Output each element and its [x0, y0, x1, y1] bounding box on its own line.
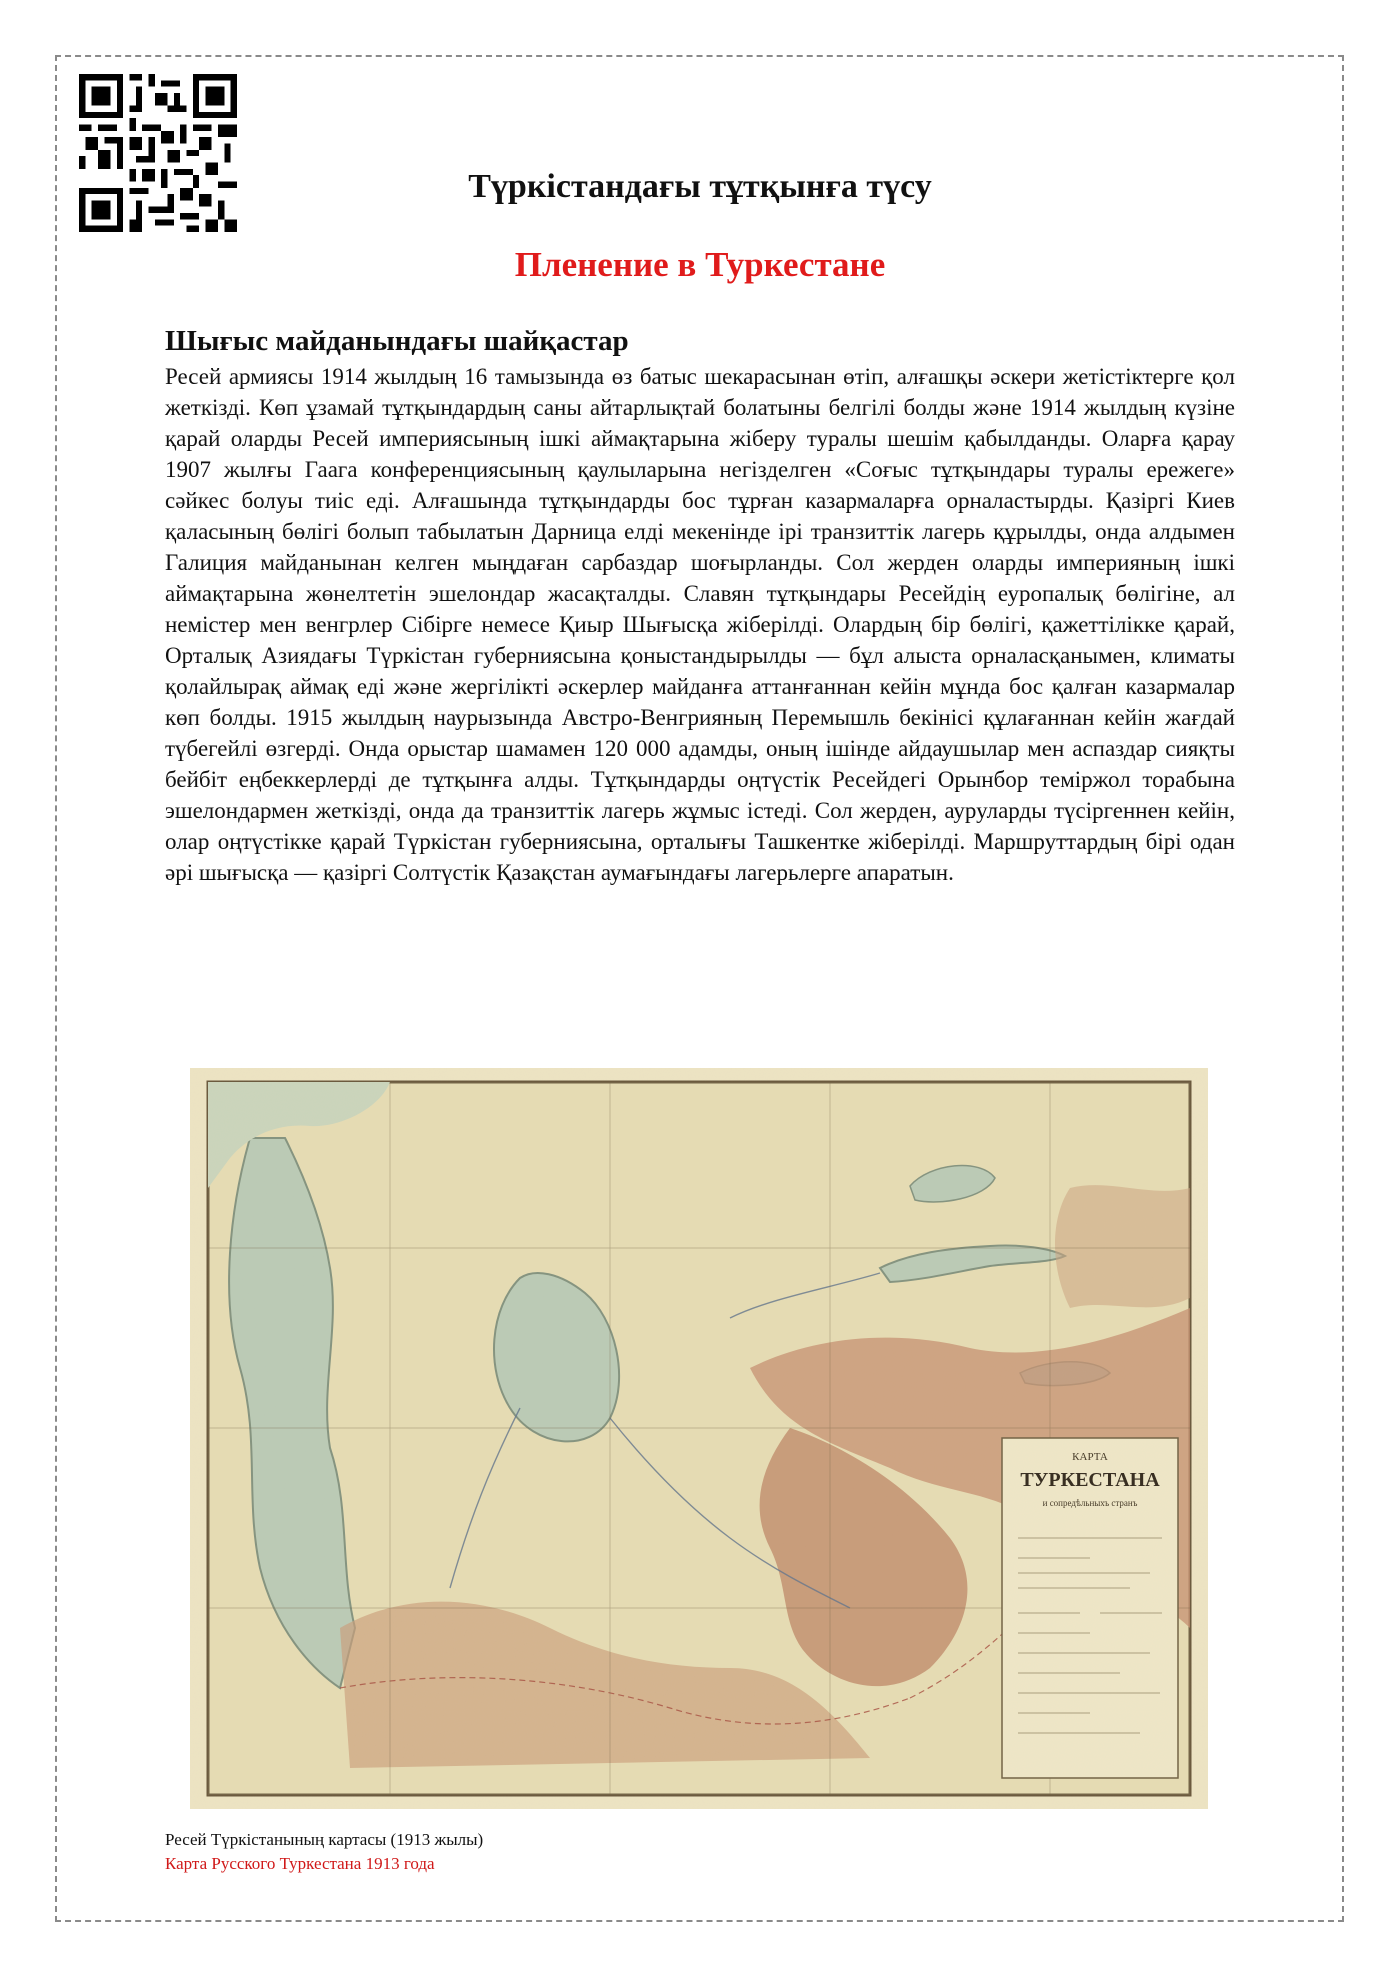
map-cartouche-line2: ТУРКЕСТАНА	[1020, 1469, 1160, 1491]
map-caption-russian: Карта Русского Туркестана 1913 года	[165, 1854, 435, 1873]
body-paragraph: Ресей армиясы 1914 жылдың 16 тамызында өз батыс шекарасынан өтіп, алғашқы әскери жетістіктерге қол жеткізді. Көп ұзамай тұтқындардың саны айтарлықтай болатыны белгілі болды және 1914 жылдың күзіне қарай оларды Ресей империясының ішкі аймақтарына жіберу туралы шешім қабылданды. Оларға қарау 1907 жылғы Гаага конференциясының қаулыларына негізделген «Соғыс тұтқындары туралы ережеге» сәйкес болуы тиіс еді. Алғашында тұтқындарды бос тұрған казармаларға орналастырды. Қазіргі Киев қаласының бөлігі болып табылатын Дарница елді мекенінде ірі транзиттік лагерь құрылды, онда алдымен Галиция майданынан келген мыңдаған сарбаздар шоғырланды. Сол жерден оларды империяның ішкі аймақтарына жөнелтетін эшелондар жасақталды. Славян тұтқындары Ресейдің еуропалық бөлігіне, ал немістер мен венгрлер Сібірге немесе Қиыр Шығысқа жіберілді. Олардың бір бөлігі, қажеттілікке қарай, Орталық Азиядағы Түркістан губерниясына қоныстандырылды — бұл алыста орналасқанымен, климаты қолайлырақ аймақ еді және жергілікті әскерлер майданға аттанғаннан кейін мұнда бос қалған казармалар көп болды. 1915 жылдың наурызында Австро-Венгрияның Перемышль бекінісі құлағаннан кейін жағдай түбегейлі өзгерді. Онда орыстар шамамен 120 000 адамды, оның ішінде айдаушылар мен аспаздар сияқты бейбіт еңбеккерлерді де тұтқынға алды. Тұтқындарды оңтүстік Ресейдегі Орынбор теміржол торабына эшелондармен жеткізді, онда да транзиттік лагерь жұмыс істеді. Сол жерден, ауруларды түсіргеннен кейін, олар оңтүстікке қарай Түркістан губерниясына, орталығы Ташкентке жіберілді. Маршруттардың бірі одан әрі шығысқа — қазіргі Солтүстік Қазақстан аумағындағы лагерьлерге апаратын.	[165, 364, 1235, 885]
map-caption-kazakh: Ресей Түркістанының картасы (1913 жылы)	[165, 1830, 484, 1849]
qr-code-icon	[79, 74, 237, 232]
page-title-russian: Пленение в Туркестане	[514, 245, 886, 284]
section-heading: Шығыс майданындағы шайқастар	[165, 325, 629, 357]
map-cartouche-line1: КАРТА	[1072, 1451, 1108, 1463]
historical-map-image	[190, 1068, 1208, 1809]
page-title-kazakh: Түркістандағы тұтқынға түсу	[468, 168, 932, 205]
map-cartouche-line3: и сопредѣльныхъ странъ	[1042, 1498, 1138, 1508]
